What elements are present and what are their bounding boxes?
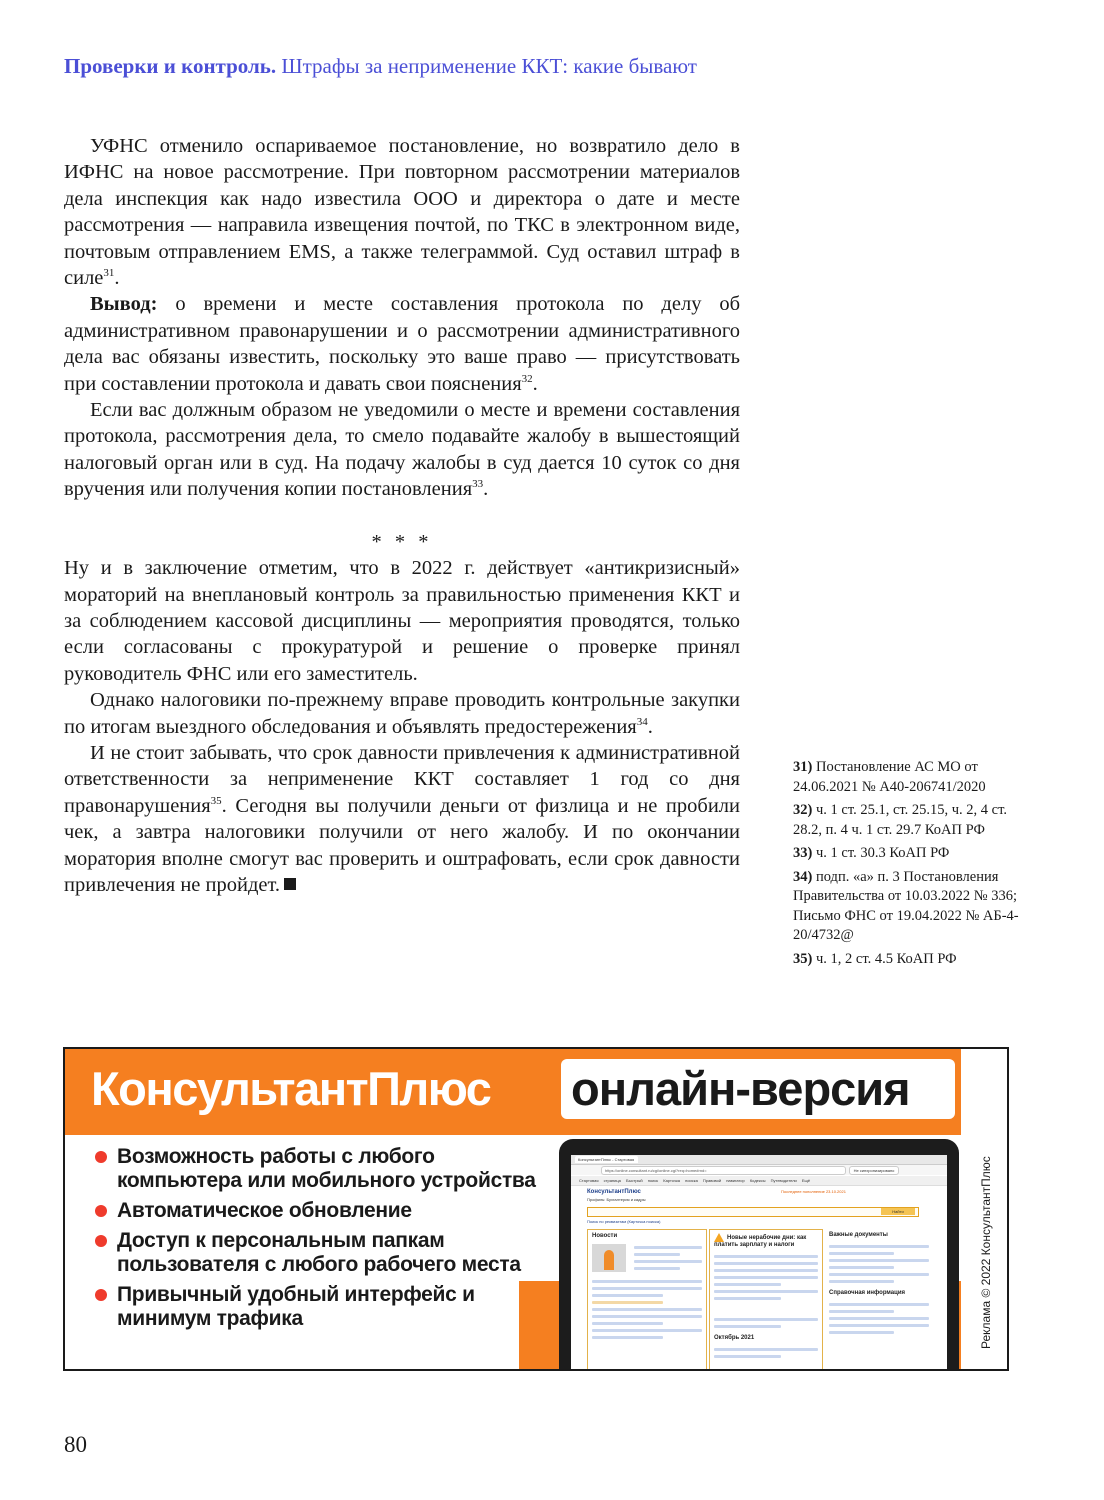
ad-disclaimer: Реклама © 2022 КонсультантПлюс [979,1156,993,1349]
ad-feature-list [93,1145,563,1337]
ad-brand: КонсультантПлюс [91,1062,491,1115]
paragraph-1: УФНС отменило оспариваемое постановление, но возвратило дело в ИФНС на новое рассмотрение. При повторном рассмотрении материалов дела инспекция как надо известила ООО и директора о дате и месте рассмотрения — направила извещения почтой, по ТКС в электронном виде, почтовым отправлением EMS, а также телеграммой. Суд оставил штраф в силе$^{31}$. [64,135,740,290]
ad-feature: Возможность работы с любого компьютера или мобильного устройства [93,1145,563,1193]
bookmarks-bar: Стартовая страница Быстрый поиск Карточка поиска Правовой навигатор Кодексы Путеводители Ещё [571,1176,947,1186]
news-photo [592,1244,626,1272]
page-number: 80 [64,1432,87,1457]
section-divider: * * * [371,530,433,553]
footnote-ref-33[interactable]: 33 [472,478,484,491]
laptop-screen [571,1155,947,1371]
paragraph-5: Однако налоговики по-прежнему вправе проводить контрольные закупки по итогам выездного обследования и объявлять предостережения$^{34}$. [64,689,740,738]
screen-find-button: Найти [881,1208,915,1215]
laptop-illustration [559,1139,959,1371]
footnote-31: 31) Постановление АС МО от 24.06.2021 № А40-206741/2020 [793,759,986,795]
running-header [64,54,697,79]
screen-news-panel: Новости [587,1229,707,1371]
screen-right-panel: Важные документы Справочная информация [825,1229,933,1369]
screen-profile: Профиль: Бухгалтерия и кадры [587,1197,646,1202]
browser-address-bar [571,1165,947,1175]
browser-tab: КонсультантПлюс - Стартовая [575,1156,638,1163]
paragraph-4: Ну и в заключение отметим, что в 2022 г. действует «антикризисный» мораторий на внеплановый контроль за правильностью применения ККТ и за соблюдением кассовой дисциплины — мероприятия проводятся, только если согласованы с прокуратурой и решение о проверке принял руководитель ФНС или его заместитель. [64,557,740,685]
screen-mid-panel: Новые нерабочие дни: как платить зарплату и налоги Октябрь 2021 [709,1229,823,1371]
end-of-article-mark [284,878,296,890]
footnote-ref-35[interactable]: 35 [210,794,222,807]
ad-feature: Автоматическое обновление [93,1199,563,1223]
conclusion-label: Вывод: [90,293,158,316]
warning-icon [714,1233,724,1242]
bullet-dot-icon [95,1289,107,1301]
header-section: Проверки и контроль. [64,54,277,78]
paragraph-conclusion: Вывод: о времени и месте составления протокола по делу об административном правонарушении и о рассмотрении административного дела вас обязаны известить, поскольку это ваше право — присутствовать при составлении протокола и давать свои пояснения$^{32}$. [64,293,740,395]
paragraph-3: Если вас должным образом не уведомили о месте и времени составления протокола, рассмотрения дела, то смело подавайте жалобу в вышестоящий налоговый орган или в суд. На подачу жалобы в суд дается 10 суток со дня вручения или получения копии постановления$^{33}$. [64,399,740,501]
bullet-dot-icon [95,1151,107,1163]
screen-logo: КонсультантПлюс [587,1189,641,1195]
ad-product: онлайн-версия [571,1062,910,1115]
footnote-32: 32) ч. 1 ст. 25.1, ст. 25.15, ч. 2, 4 ст. 28.2, п. 4 ч. 1 ст. 29.7 КоАП РФ [793,802,1007,838]
address-input: https://online.consultant.ru/cgi/online.cgi?req=home#rnd= [601,1166,846,1175]
footnotes [793,758,1033,973]
bullet-dot-icon [95,1205,107,1217]
footnote-ref-34[interactable]: 34 [636,715,648,728]
footnote-ref-32[interactable]: 32 [521,372,533,385]
consultant-plus-ad[interactable] [63,1047,1009,1371]
screen-last-update: Последнее пополнение 23.10.2021 [781,1189,846,1194]
ad-feature: Привычный удобный интерфейс и минимум трафика [93,1283,563,1331]
screen-search-box [587,1207,919,1217]
sync-status: Не синхронизировано [849,1166,899,1175]
paragraph-6: И не стоит забывать, что срок давности привлечения к административной ответственности за неприменение ККТ составляет 1 год со дня правонарушения$^{35}$. Сегодня вы получили деньги от физлица и не пробили чек, а завтра налоговики получили от него жалобу. И по окончании моратория вполне смогут вас проверить и оштрафовать, если срок давности привлечения не пройдет. [64,741,740,896]
footnote-ref-31[interactable]: 31 [103,267,115,280]
ad-feature: Доступ к персональным папкам пользователя с любого рабочего места [93,1229,563,1277]
footnote-33: 33) ч. 1 ст. 30.3 КоАП РФ [793,845,950,861]
browser-tab-bar [571,1155,947,1165]
article-body [64,133,740,898]
footnote-35: 35) ч. 1, 2 ст. 4.5 КоАП РФ [793,950,957,967]
bullet-dot-icon [95,1235,107,1247]
footnote-34: 34) подп. «а» п. 3 Постановления Правительства от 10.03.2022 № 336; Письмо ФНС от 19.04.2022 № АБ-4-20/4732@ [793,868,1019,943]
screen-search-link: Поиск по реквизитам (Карточка поиска) [587,1219,661,1224]
header-subtitle: Штрафы за неприменение ККТ: какие бывают [281,54,697,78]
